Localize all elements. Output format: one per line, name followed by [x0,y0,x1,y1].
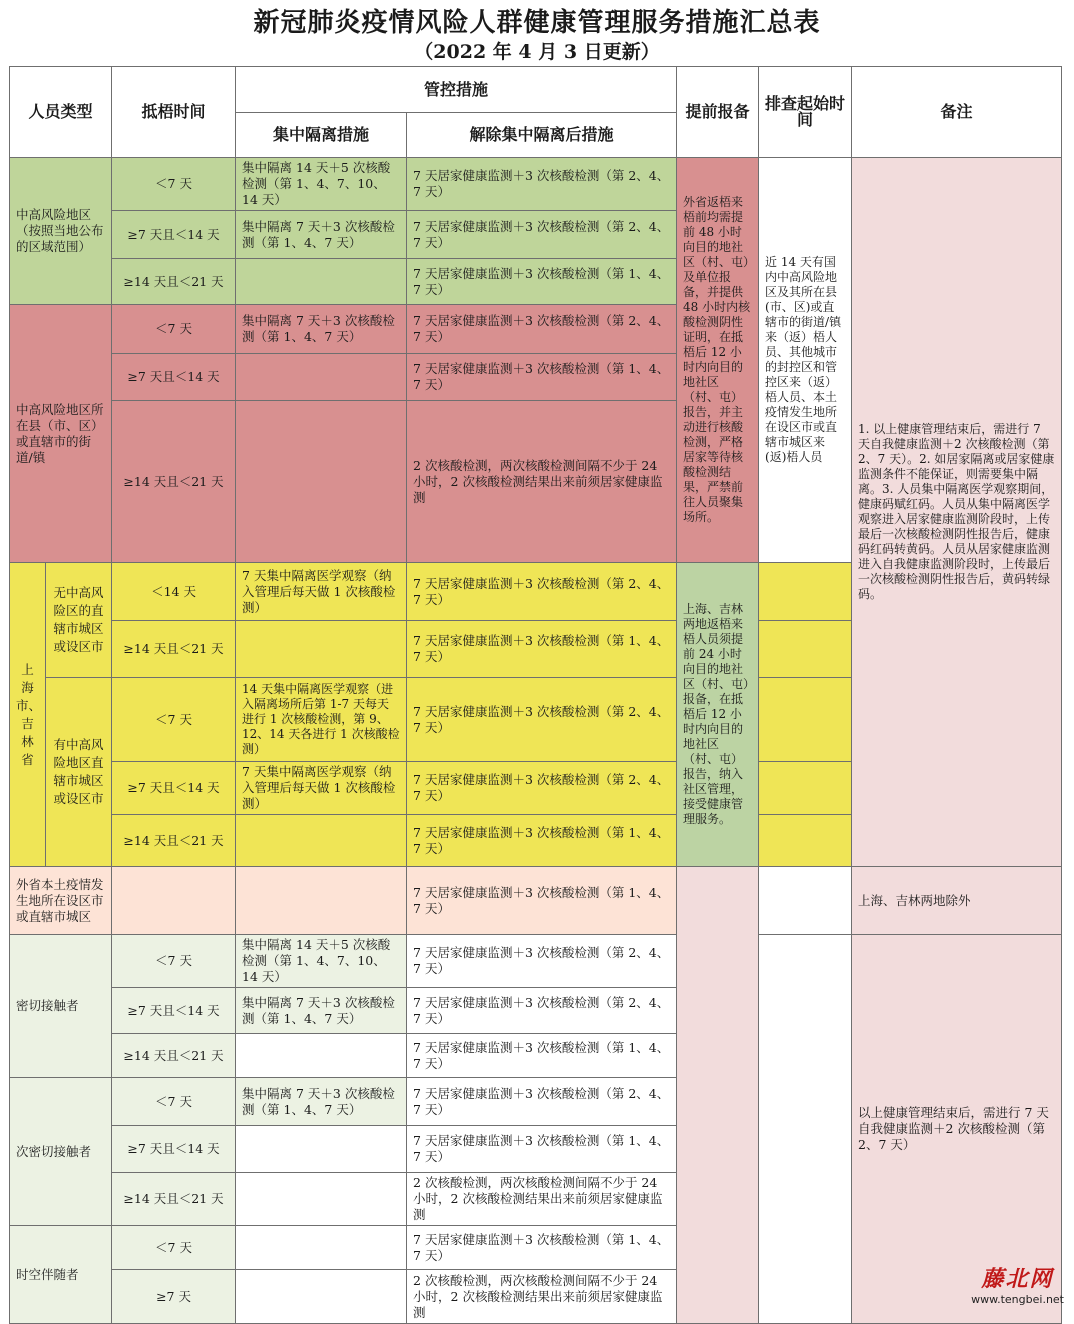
time-cell: ＜7 天 [112,305,236,354]
after-cell: 7 天居家健康监测＋3 次核酸检测（第 1、4、7 天） [407,1226,677,1270]
row-subtype-no-risk: 无中高风险区的直辖市城区或设区市 [46,563,112,678]
after-cell: 7 天居家健康监测＋3 次核酸检测（第 2、4、7 天） [407,935,677,988]
time-cell: ≥14 天且＜21 天 [112,1034,236,1078]
after-cell: 7 天居家健康监测＋3 次核酸检测（第 2、4、7 天） [407,988,677,1034]
page-subtitle: （2022 年 4 月 3 日更新） [414,41,660,63]
time-cell: ＜14 天 [112,563,236,621]
watermark-name: 藤北网 [981,1266,1054,1292]
header-remarks: 备注 [852,67,1062,158]
check-start-cell: 近 14 天有国内中高风险地区及其所在县(市、区)或直辖市的街道/镇来（返）梧人员、其他城市的封控区和管控区来（返）梧人员、本土疫情发生地所在设区市或直辖市城区来(返)梧人员 [759,158,852,563]
remark-cell-bottom: 以上健康管理结束后，需进行 7 天自我健康监测＋2 次核酸检测（第 2、7 天） [852,935,1062,1324]
after-cell: 7 天居家健康监测＋3 次核酸检测（第 2、4、7 天） [407,305,677,354]
after-cell: 7 天居家健康监测＋3 次核酸检测（第 2、4、7 天） [407,563,677,621]
iso-cell [236,354,407,401]
check-start-cell [759,867,852,935]
after-cell: 7 天居家健康监测＋3 次核酸检测（第 2、4、7 天） [407,1078,677,1126]
time-cell: ≥14 天且＜21 天 [112,621,236,678]
row-type-companion: 时空伴随者 [10,1226,112,1324]
after-cell: 7 天居家健康监测＋3 次核酸检测（第 1、4、7 天） [407,815,677,867]
header-after-release: 解除集中隔离后措施 [407,113,677,158]
iso-cell [236,1034,407,1078]
after-cell: 7 天居家健康监测＋3 次核酸检测（第 1、4、7 天） [407,354,677,401]
time-cell: ＜7 天 [112,1226,236,1270]
iso-cell: 14 天集中隔离医学观察（进入隔离场所后第 1-7 天每天进行 1 次核酸检测，第 9、12、14 天各进行 1 次核酸检测） [236,678,407,762]
header-control: 管控措施 [236,67,677,113]
iso-cell: 集中隔离 14 天＋5 次核酸检测（第 1、4、7、10、14 天） [236,935,407,988]
check-start-cell [759,762,852,815]
header-person-type: 人员类型 [10,67,112,158]
row-type-close-contact: 密切接触者 [10,935,112,1078]
remark-cell-top: 1. 以上健康管理结束后，需进行 7 天自我健康监测＋2 次核酸检测（第 2、7 天）。2. 如居家隔离或居家健康监测条件不能保证，则需要集中隔离。3. 人员集中隔离医学观察期间，健康码赋红码。人员从集中隔离医学观察进入居家健康监测阶段时，上传最后一次核酸检测阴性报告后，健康码红码转黄码。人员从居家健康监测进入自我健康监测阶段时，上传最后一次核酸检测阴性报告后，黄码转绿码。 [852,158,1062,867]
iso-cell: 集中隔离 7 天＋3 次核酸检测（第 1、4、7 天） [236,1078,407,1126]
time-cell: ≥7 天且＜14 天 [112,354,236,401]
after-cell: 2 次核酸检测，两次核酸检测间隔不少于 24 小时，2 次核酸检测结果出来前须居家健康监测 [407,1270,677,1324]
check-start-cell [759,815,852,867]
report-cell-bottom [677,867,759,1324]
time-cell: ≥14 天且＜21 天 [112,259,236,305]
remark-cell-local: 上海、吉林两地除外 [852,867,1062,935]
iso-cell [236,1226,407,1270]
after-cell: 7 天居家健康监测＋3 次核酸检测（第 1、4、7 天） [407,867,677,935]
watermark-url: www.tengbei.net [971,1293,1064,1306]
after-cell: 2 次核酸检测，两次核酸检测间隔不少于 24 小时，2 次核酸检测结果出来前须居家健康监测 [407,401,677,563]
iso-cell [236,1270,407,1324]
time-cell: ≥7 天且＜14 天 [112,211,236,259]
measures-table [9,66,1062,1324]
watermark-logo [971,1262,1064,1306]
after-cell: 2 次核酸检测，两次核酸检测间隔不少于 24 小时，2 次核酸检测结果出来前须居家健康监测 [407,1173,677,1226]
report-cell-top: 外省返梧来梧前均需提前 48 小时向目的地社区（村、屯）及单位报备，并提供 48 小时内核酸检测阴性证明，在抵梧后 12 小时内向目的地社区（村、屯）报告，并主动进行核酸检测，严格居家等待核酸检测结果，严禁前往人员聚集场所。 [677,158,759,563]
iso-cell [236,1173,407,1226]
row-subtype-with-risk: 有中高风险地区直辖市城区或设区市 [46,678,112,867]
iso-cell [236,259,407,305]
time-cell: ≥7 天且＜14 天 [112,1126,236,1173]
row-type-high-risk: 中高风险地区（按照当地公布的区域范围） [10,158,112,305]
check-start-cell [759,678,852,762]
row-type-local-outbreak: 外省本土疫情发生地所在设区市或直辖市城区 [10,867,112,935]
header-arrival-time: 抵梧时间 [112,67,236,158]
check-start-cell [759,563,852,621]
row-type-county: 中高风险地区所在县（市、区）或直辖市的街道/镇 [10,305,112,563]
iso-cell: 集中隔离 7 天＋3 次核酸检测（第 1、4、7 天） [236,211,407,259]
page-title: 新冠肺炎疫情风险人群健康管理服务措施汇总表 [253,8,821,38]
report-cell-yellow: 上海、吉林两地返梧来梧人员须提前 24 小时向目的地社区（村、屯）报备，在抵梧后 12 小时内向目的地社区（村、屯）报告，纳入社区管理，接受健康管理服务。 [677,563,759,867]
time-cell: ≥14 天且＜21 天 [112,1173,236,1226]
time-cell [112,867,236,935]
iso-cell: 7 天集中隔离医学观察（纳入管理后每天做 1 次核酸检测） [236,563,407,621]
after-cell: 7 天居家健康监测＋3 次核酸检测（第 2、4、7 天） [407,678,677,762]
check-start-cell [759,935,852,1324]
after-cell: 7 天居家健康监测＋3 次核酸检测（第 2、4、7 天） [407,158,677,211]
iso-cell [236,867,407,935]
iso-cell [236,1126,407,1173]
after-cell: 7 天居家健康监测＋3 次核酸检测（第 1、4、7 天） [407,1126,677,1173]
time-cell: ≥7 天且＜14 天 [112,988,236,1034]
time-cell: ＜7 天 [112,158,236,211]
time-cell: ≥14 天且＜21 天 [112,815,236,867]
header-check-start: 排查起始时间 [759,67,852,158]
time-cell: ≥14 天且＜21 天 [112,401,236,563]
iso-cell: 集中隔离 7 天＋3 次核酸检测（第 1、4、7 天） [236,305,407,354]
time-cell: ≥7 天且＜14 天 [112,762,236,815]
iso-cell [236,621,407,678]
after-cell: 7 天居家健康监测＋3 次核酸检测（第 1、4、7 天） [407,1034,677,1078]
time-cell: ＜7 天 [112,678,236,762]
after-cell: 7 天居家健康监测＋3 次核酸检测（第 1、4、7 天） [407,259,677,305]
iso-cell [236,815,407,867]
check-start-cell [759,621,852,678]
iso-cell [236,401,407,563]
time-cell: ＜7 天 [112,1078,236,1126]
iso-cell: 集中隔离 7 天＋3 次核酸检测（第 1、4、7 天） [236,988,407,1034]
time-cell: ≥7 天 [112,1270,236,1324]
header-report: 提前报备 [677,67,759,158]
after-cell: 7 天居家健康监测＋3 次核酸检测（第 1、4、7 天） [407,621,677,678]
time-cell: ＜7 天 [112,935,236,988]
row-type-secondary-contact: 次密切接触者 [10,1078,112,1226]
header-centralized: 集中隔离措施 [236,113,407,158]
iso-cell: 集中隔离 14 天＋5 次核酸检测（第 1、4、7、10、14 天） [236,158,407,211]
after-cell: 7 天居家健康监测＋3 次核酸检测（第 2、4、7 天） [407,211,677,259]
iso-cell: 7 天集中隔离医学观察（纳入管理后每天做 1 次核酸检测） [236,762,407,815]
row-type-shanghai-jilin: 上海市、吉林省 [10,563,46,867]
after-cell: 7 天居家健康监测＋3 次核酸检测（第 2、4、7 天） [407,762,677,815]
